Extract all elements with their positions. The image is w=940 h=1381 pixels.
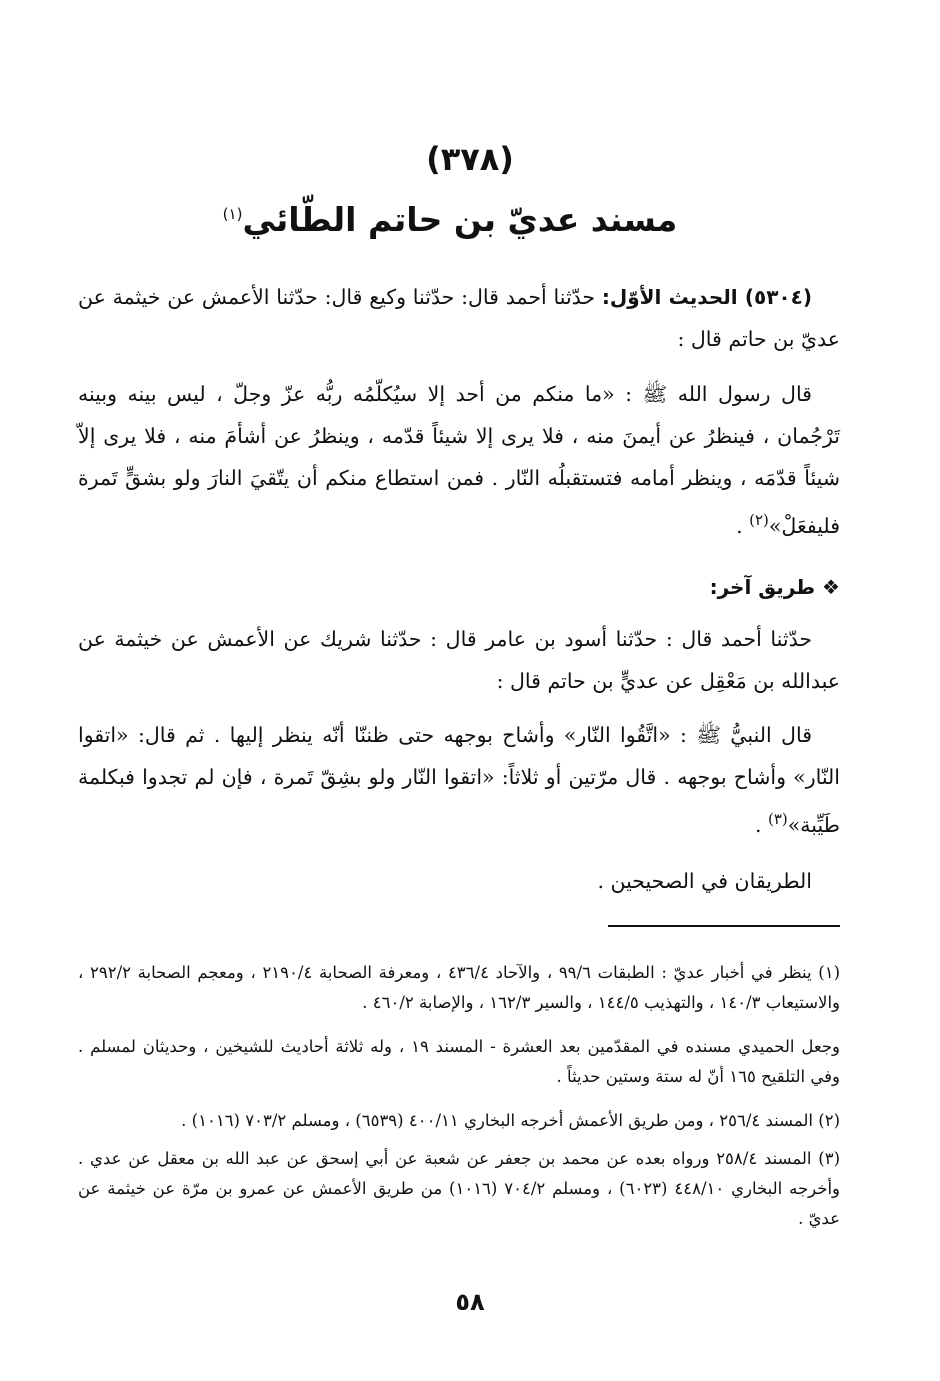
chapter-number: (٣٧٨) [426,140,514,178]
tariq-heading-text: ❖ طريق آخر: [709,575,840,599]
hadith-1-matn-end: . [736,513,750,538]
hadith-1-footnote-ref: (٢) [749,511,769,529]
tariq-heading [78,566,840,608]
hadith-1-matn-text: قال رسول الله ﷺ : «ما منكم من أحد إلا سيُكلّمُه ربُّه عزّ وجلّ ، ليس بينه وبينه تَرْجُمان ، فينظرُ عن أيمنَ منه ، فلا يرى إلا شيئاً قدّمه ، وينظرُ عن أشأمَ منه ، فلا يرى إلاّ شيئاً قدّمَه ، وينظر أمامه فتستقبلُه النّار . فمن استطاع منكم أن يتّقيَ النارَ ولو بشقٍّ تَمرة فليفعَلْ» [78,382,840,538]
footnote-separator [608,925,840,927]
tariq-conclusion-text: الطريقان في الصحيحين . [597,869,812,893]
footnote-3: (٣) المسند ٢٥٨/٤ ورواه بعده عن محمد بن جعفر عن شعبة عن أبي إسحق عن عبد الله بن معقل عن عدي . وأخرجه البخاري ٤٤٨/١٠ (٦٠٢٣) ، ومسلم ٧٠٤/٢ (١٠١٦) من طريق الأعمش عن عمرو بن مرّة عن خيثمة عن عديّ . [78,1149,841,1228]
tariq-matn-text: قال النبيُّ ﷺ : «اتَّقُوا النّار» وأشاح بوجهه حتى ظننّا أنّه ينظر إليها . ثم قال: «اتقوا النّار» وأشاح بوجهه . قال مرّتين أو ثلاثاً: «اتقوا النّار ولو بشِقّ تَمرة ، فإن لم تجدوا فبكلمة طَيِّبة» [78,723,840,837]
hadith-1-isnad-text: حدّثنا أحمد قال: حدّثنا وكيع قال: حدّثنا الأعمش عن خيثمة عن عديّ بن حاتم قال : [78,285,840,351]
hadith-number-label: (٥٣٠٤) الحديث الأوّل: [601,285,812,309]
page-number: ٥٨ [455,1288,485,1316]
tariq-isnad-text: حدّثنا أحمد قال : حدّثنا أسود بن عامر قال : حدّثنا شريك عن الأعمش عن خيثمة عن عبدالله بن مَعْقِل عن عديٍّ بن حاتم قال : [78,627,840,693]
footnote-2: (٢) المسند ٢٥٦/٤ ، ومن طريق الأعمش أخرجه البخاري ٤٠٠/١١ (٦٥٣٩) ، ومسلم ٧٠٣/٢ (١٠١٦) . [181,1111,840,1130]
tariq-conclusion [78,860,840,902]
tariq-matn-end: . [754,812,768,837]
chapter-title-footnote-ref: (١) [222,205,243,223]
hadith-1-matn [78,373,840,547]
tariq-matn [78,714,840,846]
footnote-1-continued: وجعل الحميدي مسنده في المقدّمين بعد العشرة - المسند ١٩ ، وله ثلاثة أحاديث للشيخين ، وحديثان لمسلم . وفي التلقيح ١٦٥ أنّ له ستة وستين حديثاً . [78,1037,840,1086]
chapter-title-text: مسند عديّ بن حاتم الطّائي [242,200,678,239]
tariq-isnad [78,618,840,702]
tariq-footnote-ref: (٣) [767,810,788,828]
hadith-1-isnad [78,276,840,360]
chapter-title [0,200,900,239]
footnote-1: (١) ينظر في أخبار عديّ : الطبقات ٩٩/٦ ، والآحاد ٤٣٦/٤ ، ومعرفة الصحابة ٢١٩٠/٤ ، ومعجم الصحابة ٢٩٢/٢ ، والاستيعاب ١٤٠/٣ ، والتهذيب ١٤٤/٥ ، والسير ١٦٢/٣ ، والإصابة ٤٦٠/٢ . [78,963,840,1012]
